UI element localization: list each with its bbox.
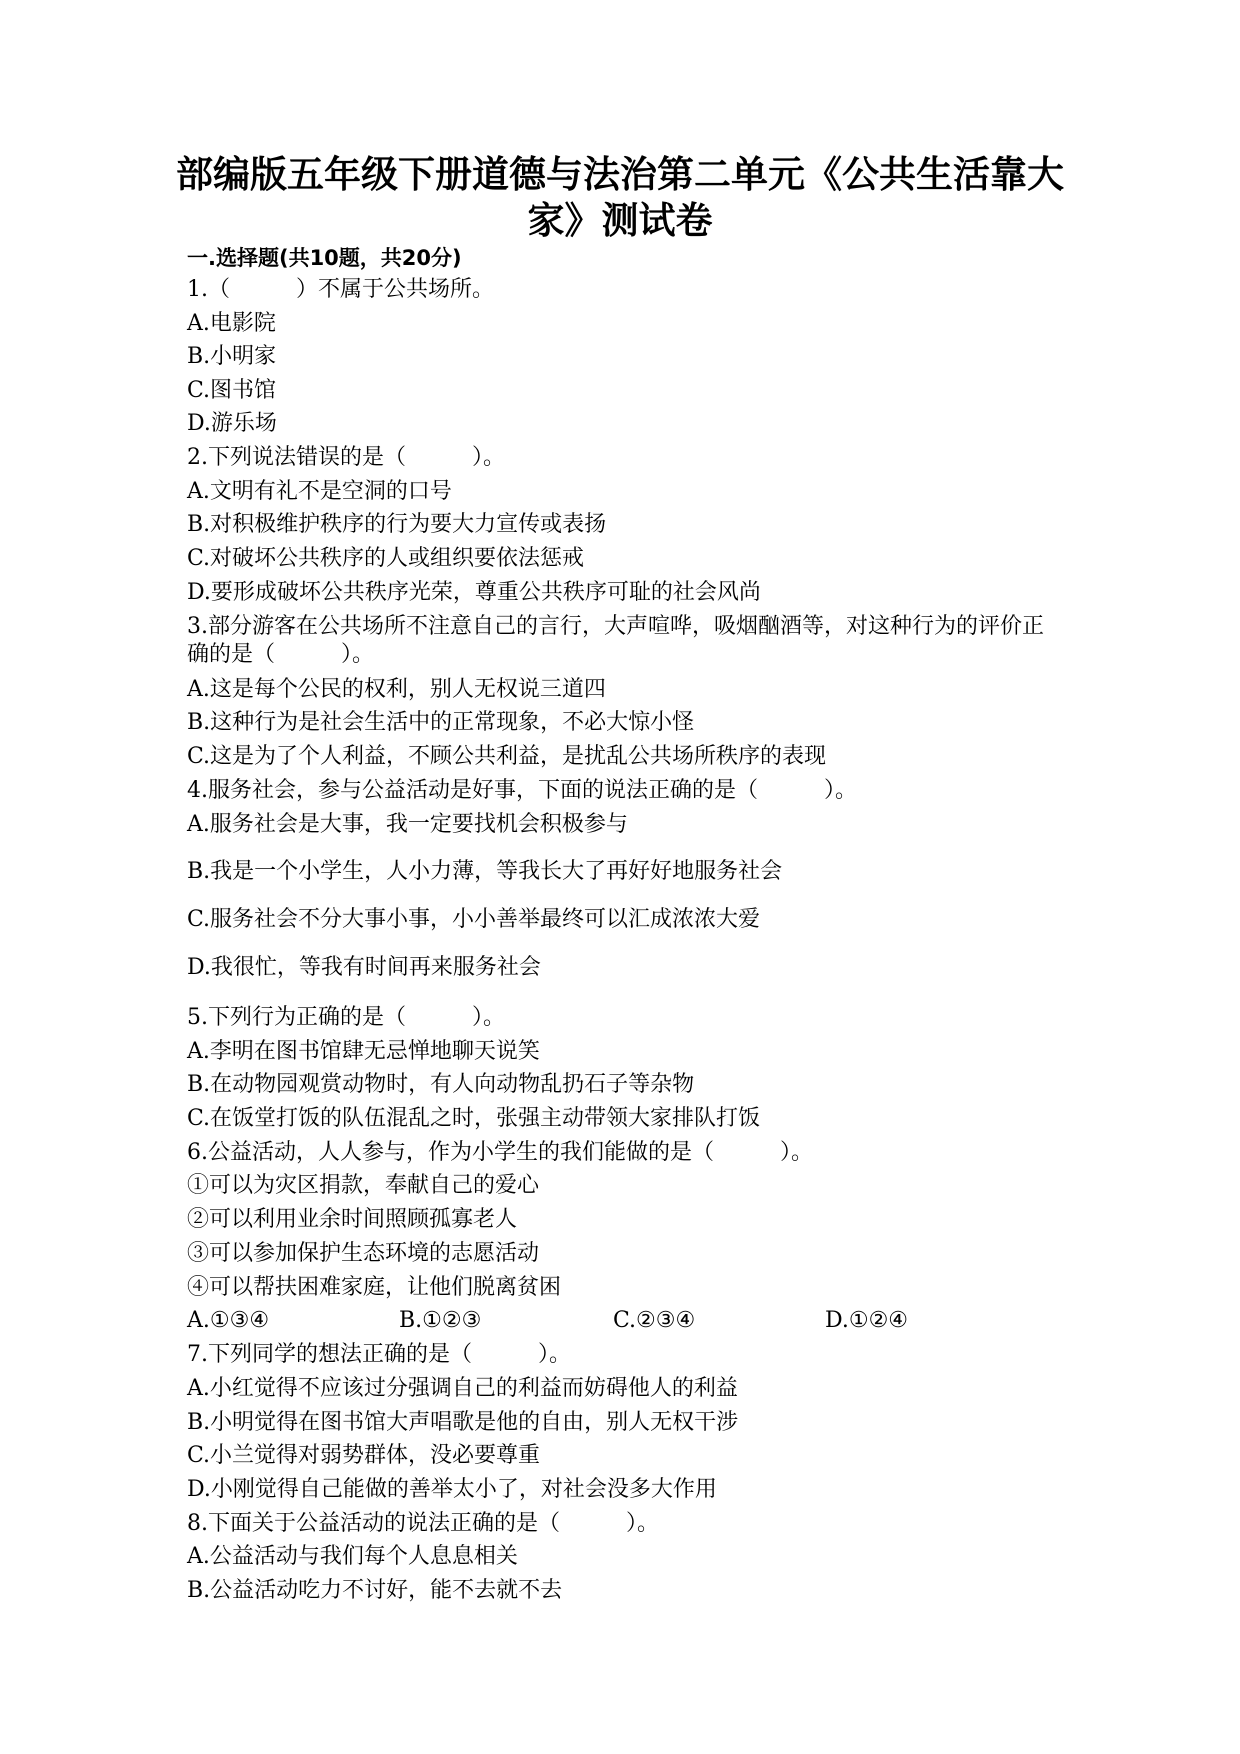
exam-title: 部编版五年级下册道德与法治第二单元《公共生活靠大家》测试卷 <box>176 153 1064 242</box>
question-8-option-b: B.公益活动吃力不讨好，能不去就不去 <box>187 1578 563 1603</box>
question-3-stem: 3.部分游客在公共场所不注意自己的言行，大声喧哗，吸烟酗酒等，对这种行为的评价正确的是（ ）。 <box>187 614 1044 667</box>
section-heading: 一.选择题(共10题，共20分) <box>187 246 462 270</box>
question-7-option-b: B.小明觉得在图书馆大声唱歌是他的自由，别人无权干涉 <box>187 1410 739 1435</box>
question-7-option-a: A.小红觉得不应该过分强调自己的利益而妨碍他人的利益 <box>187 1376 738 1401</box>
question-7-option-d: D.小刚觉得自己能做的善举太小了，对社会没多大作用 <box>187 1477 717 1502</box>
question-6-statement-1: ①可以为灾区捐款，奉献自己的爱心 <box>187 1173 540 1198</box>
question-2-option-a: A.文明有礼不是空洞的口号 <box>187 479 452 504</box>
question-2-option-b: B.对积极维护秩序的行为要大力宣传或表扬 <box>187 512 607 537</box>
question-6-option-b: B.①②③ <box>399 1308 482 1333</box>
question-5-option-c: C.在饭堂打饭的队伍混乱之时，张强主动带领大家排队打饭 <box>187 1106 761 1131</box>
question-1-stem: 1.（ ）不属于公共场所。 <box>187 277 494 302</box>
question-1-option-b: B.小明家 <box>187 344 277 369</box>
question-6-statement-2: ②可以利用业余时间照顾孤寡老人 <box>187 1207 518 1232</box>
question-8-stem: 8.下面关于公益活动的说法正确的是（ ）。 <box>187 1511 659 1536</box>
question-1-option-d: D.游乐场 <box>187 411 277 436</box>
question-1-option-c: C.图书馆 <box>187 378 277 403</box>
question-6-option-d: D.①②④ <box>825 1308 909 1333</box>
question-8-option-a: A.公益活动与我们每个人息息相关 <box>187 1544 518 1569</box>
question-2-stem: 2.下列说法错误的是（ ）。 <box>187 445 505 470</box>
question-3-option-c: C.这是为了个人利益，不顾公共利益，是扰乱公共场所秩序的表现 <box>187 744 827 769</box>
question-4-option-d: D.我很忙，等我有时间再来服务社会 <box>187 955 541 980</box>
question-6-option-a: A.①③④ <box>187 1308 270 1333</box>
question-3-option-b: B.这种行为是社会生活中的正常现象，不必大惊小怪 <box>187 710 695 735</box>
question-5-stem: 5.下列行为正确的是（ ）。 <box>187 1005 505 1030</box>
question-4-option-a: A.服务社会是大事，我一定要找机会积极参与 <box>187 812 628 837</box>
question-7-stem: 7.下列同学的想法正确的是（ ）。 <box>187 1342 571 1367</box>
question-2-option-d: D.要形成破坏公共秩序光荣，尊重公共秩序可耻的社会风尚 <box>187 580 761 605</box>
question-5-option-a: A.李明在图书馆肆无忌惮地聊天说笑 <box>187 1039 540 1064</box>
question-7-option-c: C.小兰觉得对弱势群体，没必要尊重 <box>187 1443 541 1468</box>
question-6-statement-4: ④可以帮扶困难家庭，让他们脱离贫困 <box>187 1275 562 1300</box>
question-6-statement-3: ③可以参加保护生态环境的志愿活动 <box>187 1241 540 1266</box>
question-4-option-b: B.我是一个小学生，人小力薄，等我长大了再好好地服务社会 <box>187 859 783 884</box>
question-3-option-a: A.这是每个公民的权利，别人无权说三道四 <box>187 677 606 702</box>
question-6-option-c: C.②③④ <box>613 1308 696 1333</box>
question-4-option-c: C.服务社会不分大事小事，小小善举最终可以汇成浓浓大爱 <box>187 907 761 932</box>
question-2-option-c: C.对破坏公共秩序的人或组织要依法惩戒 <box>187 546 585 571</box>
question-4-stem: 4.服务社会，参与公益活动是好事，下面的说法正确的是（ ）。 <box>187 778 857 803</box>
question-6-stem: 6.公益活动，人人参与，作为小学生的我们能做的是（ ）。 <box>187 1140 813 1165</box>
question-1-option-a: A.电影院 <box>187 311 276 336</box>
question-5-option-b: B.在动物园观赏动物时，有人向动物乱扔石子等杂物 <box>187 1072 695 1097</box>
